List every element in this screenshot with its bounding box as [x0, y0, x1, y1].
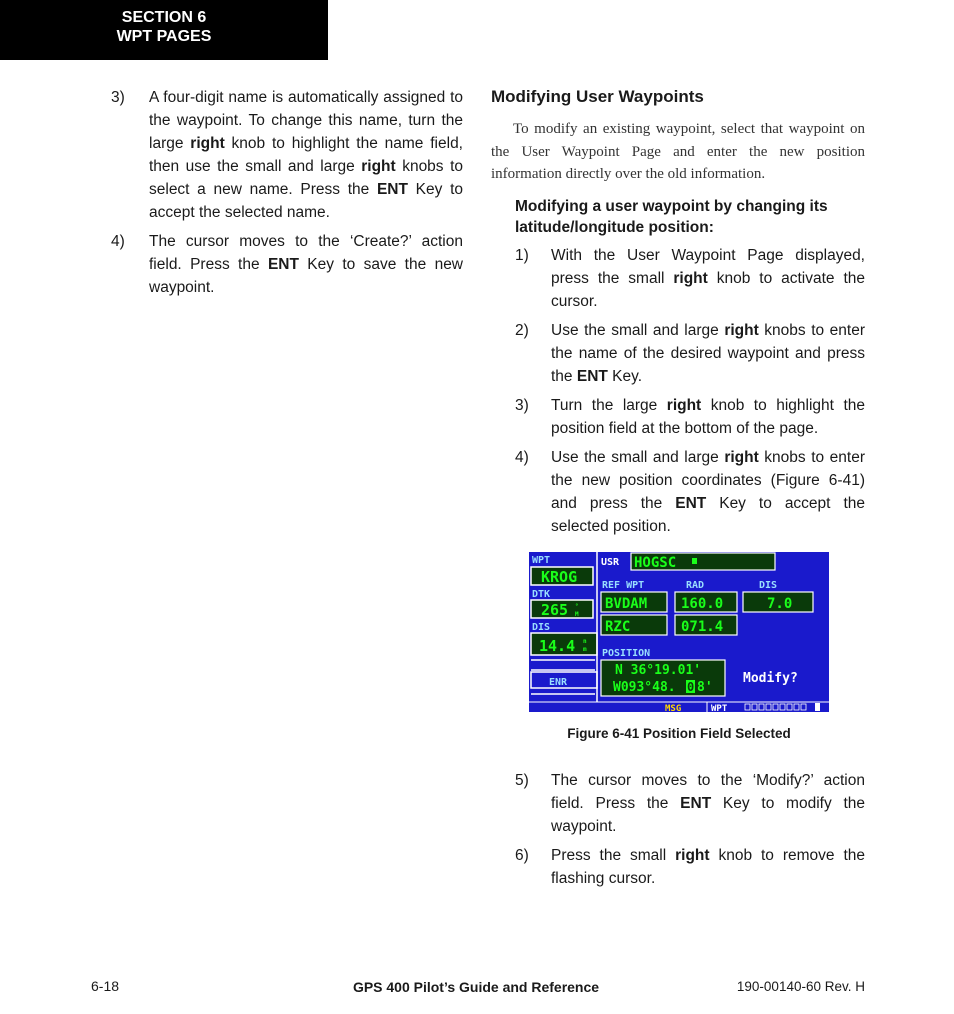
procedure-steps-continued: [491, 769, 865, 890]
step-text-run: Key.: [607, 367, 643, 385]
ref1-value: BVDAM: [605, 595, 648, 612]
step-number: 2): [515, 321, 529, 339]
procedure-step: [515, 244, 865, 313]
procedure-step: [515, 769, 865, 838]
key-term: right: [724, 321, 759, 339]
msg-label: MSG: [665, 703, 682, 712]
procedure-step: [515, 844, 865, 890]
position-label: POSITION: [602, 647, 651, 659]
enr-label: ENR: [549, 676, 568, 688]
wpt-tab-label: WPT: [711, 703, 728, 712]
dis-value: 14.4: [539, 636, 576, 655]
key-term: ENT: [267, 256, 299, 273]
step-text-run: Key to modify the waypoint.: [551, 794, 866, 835]
step-text-run: knob to remove the flashing cursor.: [551, 846, 865, 887]
step-text: [149, 230, 463, 299]
dis1-value: 7.0: [767, 595, 793, 612]
step-number: 3): [111, 89, 125, 106]
procedure-step: [515, 446, 865, 538]
step-number: 4): [111, 233, 125, 250]
step-number: 1): [515, 246, 529, 264]
key-term: right: [675, 846, 710, 864]
ref2-value: RZC: [605, 618, 631, 635]
step-text-run: knobs to enter the new position coordinates (Figure 6-41) and press the: [551, 448, 865, 512]
step-number: 5): [515, 771, 529, 789]
step-text-run: Use the small and large: [551, 321, 725, 339]
step-text-run: Use the small and large: [551, 448, 725, 466]
dis2-label: DIS: [759, 579, 778, 591]
section-heading: Modifying User Waypoints: [491, 87, 704, 106]
procedure-step: [111, 230, 463, 299]
longitude-end: 8': [697, 679, 713, 695]
wpt-label: WPT: [532, 554, 551, 566]
page-number: 6-18: [91, 978, 120, 994]
left-column: [111, 86, 463, 305]
key-term: ENT: [675, 494, 707, 512]
section-title: WPT PAGES: [116, 28, 212, 45]
svg-text:n: n: [583, 637, 587, 645]
rad1-value: 160.0: [681, 595, 724, 612]
step-text-run: knobs to enter the name of the desired waypoint and press the: [551, 321, 865, 385]
step-text: [551, 244, 865, 313]
step-text-run: The cursor moves to the ‘Create?’ action field. Press the: [149, 233, 463, 273]
rad-label: RAD: [686, 579, 705, 591]
dis-label: DIS: [532, 621, 551, 633]
svg-text:M: M: [575, 610, 579, 618]
gps-screen-image: [529, 552, 829, 712]
ref-label: REF WPT: [602, 579, 645, 591]
step-text-run: The cursor moves to the ‘Modify?’ action field. Press the: [551, 771, 865, 812]
key-term: ENT: [376, 181, 408, 198]
modify-action: Modify?: [743, 670, 798, 686]
procedure-steps: [491, 244, 865, 538]
step-text-run: knobs to select a new name. Press the: [149, 158, 463, 198]
step-text-run: A four-digit name is automatically assigned to the waypoint. To change this name, turn the large: [149, 89, 463, 152]
key-term: ENT: [576, 367, 608, 385]
key-term: right: [666, 396, 702, 414]
key-term: right: [361, 158, 396, 175]
step-text-run: knob to highlight the position field at the bottom of the page.: [551, 396, 865, 437]
step-text: [551, 319, 865, 388]
procedure-step: [515, 394, 865, 440]
longitude-value: W093°48.: [613, 679, 676, 695]
procedure-step: [111, 86, 463, 224]
key-term: right: [673, 269, 708, 287]
cursor-digit: 0: [687, 679, 695, 694]
footer-title-text: GPS 400 Pilot’s Guide and Reference: [352, 979, 600, 995]
step-text-run: Key to accept the selected position.: [551, 494, 866, 535]
step-text-run: Turn the large: [551, 396, 667, 414]
key-term: right: [724, 448, 759, 466]
rad2-value: 071.4: [681, 618, 724, 635]
procedure-heading: Modifying a user waypoint by changing its latitude/longitude position:: [515, 197, 828, 236]
section-label: SECTION 6: [121, 9, 207, 26]
latitude-value: N 36°19.01': [615, 662, 702, 678]
step-number: 3): [515, 396, 529, 414]
step-text-run: With the User Waypoint Page displayed, press the small: [551, 246, 865, 287]
step-text-run: knob to activate the cursor.: [551, 269, 865, 310]
document-revision: 190-00140-60 Rev. H: [736, 979, 865, 994]
svg-text:°: °: [575, 602, 579, 610]
step-text: [551, 446, 865, 538]
svg-text:m: m: [583, 645, 587, 653]
key-term: right: [190, 135, 225, 152]
step-text-run: Press the small: [551, 846, 676, 864]
dtk-value: 265: [541, 600, 569, 619]
section-tab: [0, 0, 328, 60]
step-text-run: Key to save the new waypoint.: [149, 256, 464, 296]
usr-name: HOGSC: [634, 554, 677, 571]
wpt-value: KROG: [541, 567, 578, 586]
step-text-run: Key to accept the selected name.: [149, 181, 463, 221]
intro-paragraph: To modify an existing waypoint, select that waypoint on the User Waypoint Page and enter the new position information directly over the old information.: [491, 121, 865, 182]
figure: [529, 552, 829, 741]
step-text: [551, 394, 865, 440]
procedure-step: [515, 319, 865, 388]
usr-label: USR: [601, 556, 620, 568]
step-text: [551, 769, 865, 838]
step-text: [551, 844, 865, 890]
key-term: ENT: [680, 794, 712, 812]
step-text: [149, 86, 463, 224]
step-number: 6): [515, 846, 529, 864]
figure-caption: Figure 6-41 Position Field Selected: [567, 725, 791, 741]
step-number: 4): [515, 448, 529, 466]
right-column: [491, 86, 865, 896]
dtk-label: DTK: [532, 588, 551, 600]
step-text-run: knob to highlight the name field, then use the small and large: [149, 135, 463, 175]
